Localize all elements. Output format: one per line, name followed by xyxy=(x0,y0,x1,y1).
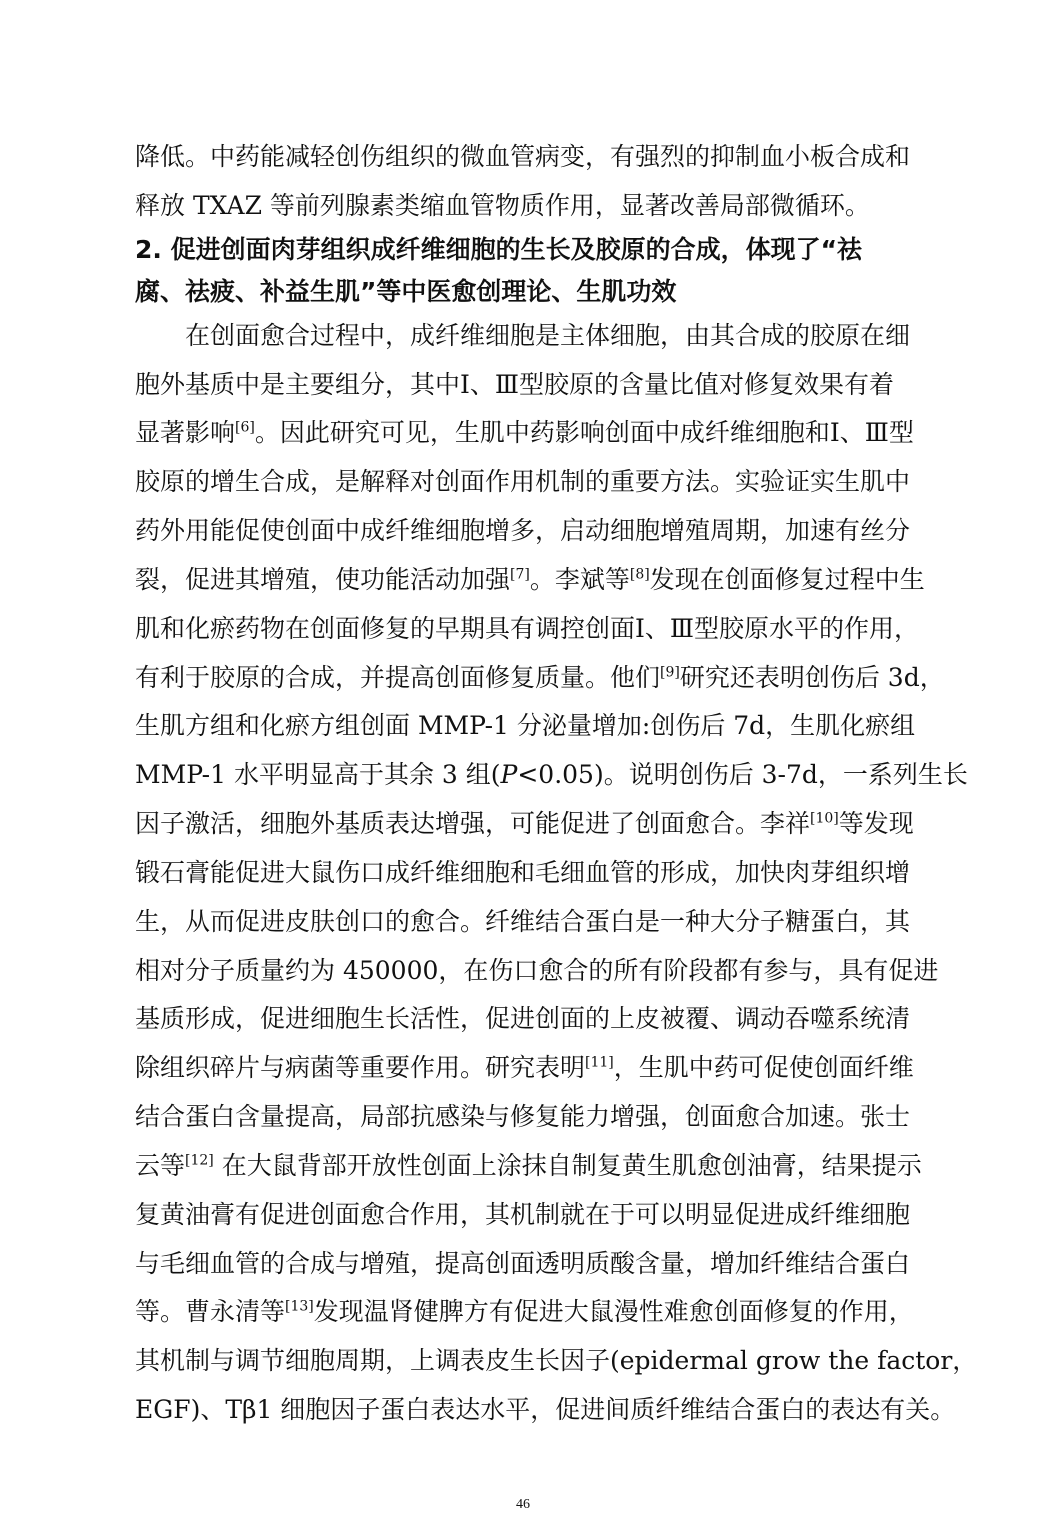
text-line: 因子激活，细胞外基质表达增强，可能促进了创面愈合。李祥[10]等发现 xyxy=(135,809,914,838)
text-line: 生，从而促进皮肤创口的愈合。纤维结合蛋白是一种大分子糖蛋白，其 xyxy=(135,907,911,936)
text-line: 胶原的增生合成，是解释对创面作用机制的重要方法。实验证实生肌中 xyxy=(135,467,911,496)
text-line: 降低。中药能减轻创伤组织的微血管病变，有强烈的抑制血小板合成和 xyxy=(135,142,911,171)
text-line: 有利于胶原的合成，并提高创面修复质量。他们[9]研究还表明创伤后 3d， xyxy=(135,663,945,692)
page-number: 46 xyxy=(516,1497,530,1512)
text-line: 在创面愈合过程中，成纤维细胞是主体细胞，由其合成的胶原在细 xyxy=(185,321,911,350)
text-line: 除组织碎片与病菌等重要作用。研究表明[11]，生肌中药可促使创面纤维 xyxy=(135,1053,914,1082)
citation: [7] xyxy=(510,566,530,583)
text-line: 基质形成，促进细胞生长活性，促进创面的上皮被覆、调动吞噬系统清 xyxy=(135,1004,911,1033)
text-line: 胞外基质中是主要组分，其中Ⅰ、Ⅲ型胶原的含量比值对修复效果有着 xyxy=(135,370,894,399)
citation: [11] xyxy=(585,1054,614,1071)
text-line: 肌和化瘀药物在创面修复的早期具有调控创面Ⅰ、Ⅲ型胶原水平的作用， xyxy=(135,614,919,643)
text-line: 云等[12] 在大鼠背部开放性创面上涂抹自制复黄生肌愈创油膏，结果提示 xyxy=(135,1151,922,1180)
text-line: 与毛细血管的合成与增殖，提高创面透明质酸含量，增加纤维结合蛋白 xyxy=(135,1249,911,1278)
text-line: 药外用能促使创面中成纤维细胞增多，启动细胞增殖周期，加速有丝分 xyxy=(135,516,911,545)
text-line: 结合蛋白含量提高，局部抗感染与修复能力增强，创面愈合加速。张士 xyxy=(135,1102,911,1131)
section-heading: 腐、祛疲、补益生肌”等中医愈创理论、生肌功效 xyxy=(135,277,677,306)
citation: [8] xyxy=(629,566,650,583)
text-line: MMP-1 水平明显高于其余 3 组(P<0.05)。说明创伤后 3-7d，一系列生长 xyxy=(135,760,968,789)
text-line: 其机制与调节细胞周期，上调表皮生长因子(epidermal grow the factor， xyxy=(135,1346,978,1375)
text-line: 生肌方组和化瘀方组创面 MMP-1 分泌量增加:创伤后 7d，生肌化瘀组 xyxy=(135,711,916,740)
citation: [13] xyxy=(285,1298,314,1315)
text-line: 显著影响[6]。因此研究可见，生肌中药影响创面中成纤维细胞和Ⅰ、Ⅲ型 xyxy=(135,418,914,447)
text-line: 释放 TXAZ 等前列腺素类缩血管物质作用，显著改善局部微循环。 xyxy=(135,191,870,220)
citation: [6] xyxy=(235,419,255,436)
text-line: EGF)、Tβ1 细胞因子蛋白表达水平，促进间质纤维结合蛋白的表达有关。 xyxy=(135,1395,956,1424)
citation: [10] xyxy=(810,810,839,827)
text-line: 锻石膏能促进大鼠伤口成纤维细胞和毛细血管的形成，加快肉芽组织增 xyxy=(135,858,911,887)
p-value-symbol: P xyxy=(500,760,518,789)
section-heading: 2. 促进创面肉芽组织成纤维细胞的生长及胶原的合成，体现了“祛 xyxy=(135,235,863,264)
citation: [9] xyxy=(660,664,680,681)
text-line: 相对分子质量约为 450000，在伤口愈合的所有阶段都有参与，具有促进 xyxy=(135,956,939,985)
text-line: 等。曹永清等[13]发现温肾健脾方有促进大鼠漫性难愈创面修复的作用， xyxy=(135,1297,914,1326)
text-line: 裂，促进其增殖，使功能活动加强[7]。李斌等[8]发现在创面修复过程中生 xyxy=(135,565,925,594)
text-line: 复黄油膏有促进创面愈合作用，其机制就在于可以明显促进成纤维细胞 xyxy=(135,1200,911,1229)
citation: [12] xyxy=(185,1152,214,1169)
